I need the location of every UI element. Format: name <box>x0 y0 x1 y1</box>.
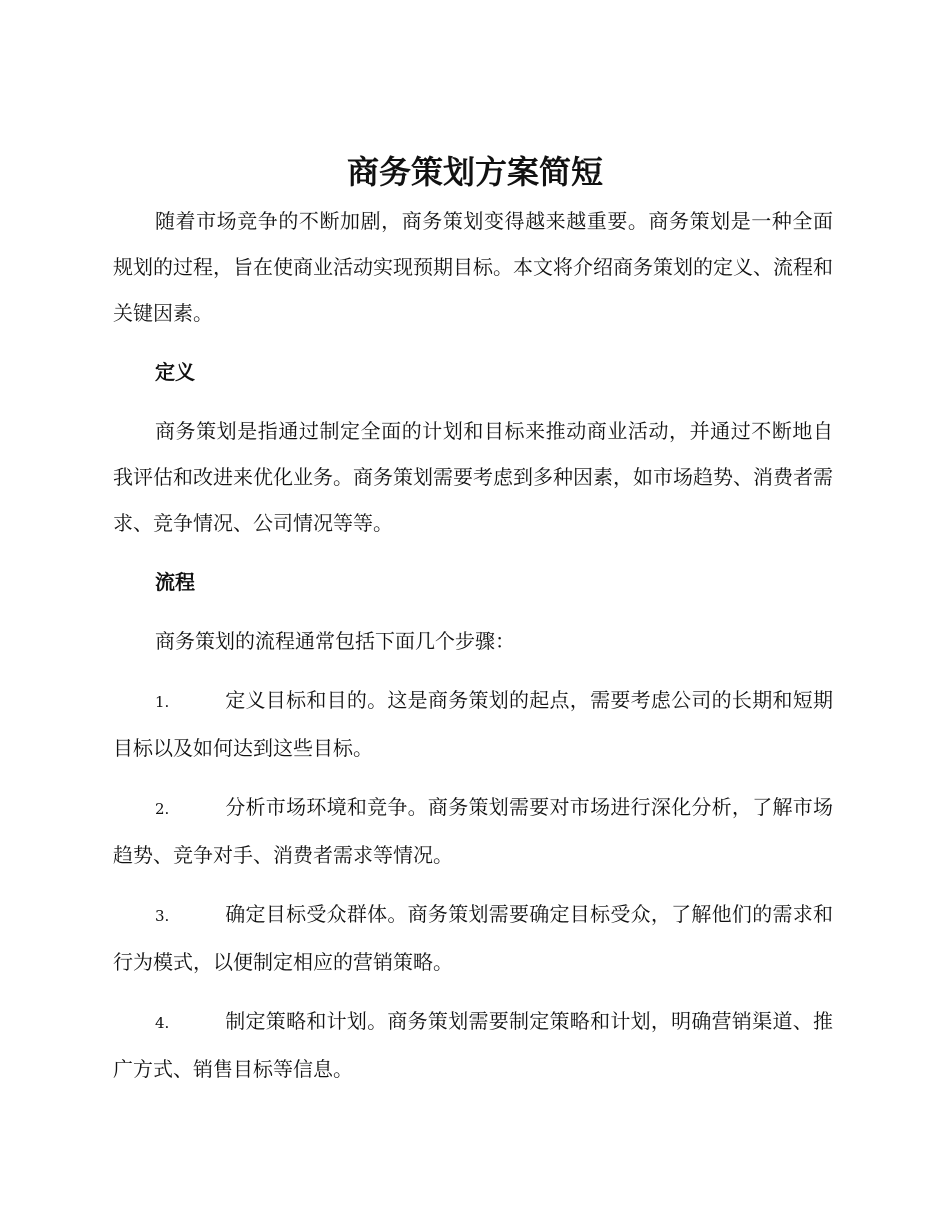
list-number: 4. <box>155 1014 170 1032</box>
list-number: 1. <box>155 693 170 711</box>
list-item-text: 分析市场环境和竞争。商务策划需要对市场进行深化分析，了解市场趋势、竞争对手、消费者需求等情况。 <box>113 795 833 867</box>
list-item-text: 定义目标和目的。这是商务策划的起点，需要考虑公司的长期和短期目标以及如何达到这些目标。 <box>113 688 833 760</box>
list-item-text: 确定目标受众群体。商务策划需要确定目标受众，了解他们的需求和行为模式，以便制定相应的营销策略。 <box>113 902 833 974</box>
list-item <box>113 677 833 771</box>
process-heading: 流程 <box>155 570 195 594</box>
document-body <box>113 198 833 1092</box>
document-title: 商务策划方案简短 <box>346 153 603 191</box>
process-intro-paragraph: 商务策划的流程通常包括下面几个步骤： <box>155 629 515 653</box>
list-number: 3. <box>155 907 170 925</box>
intro-paragraph: 随着市场竞争的不断加剧，商务策划变得越来越重要。商务策划是一种全面规划的过程，旨在使商业活动实现预期目标。本文将介绍商务策划的定义、流程和关键因素。 <box>113 209 833 325</box>
list-number: 2. <box>155 800 170 818</box>
list-item <box>113 891 833 985</box>
list-item-text: 制定策略和计划。商务策划需要制定策略和计划，明确营销渠道、推广方式、销售目标等信息。 <box>113 1009 833 1081</box>
list-item <box>113 784 833 878</box>
definition-paragraph: 商务策划是指通过制定全面的计划和目标来推动商业活动，并通过不断地自我评估和改进来优化业务。商务策划需要考虑到多种因素，如市场趋势、消费者需求、竞争情况、公司情况等等。 <box>113 419 833 535</box>
list-item <box>113 998 833 1092</box>
definition-heading: 定义 <box>155 360 195 384</box>
